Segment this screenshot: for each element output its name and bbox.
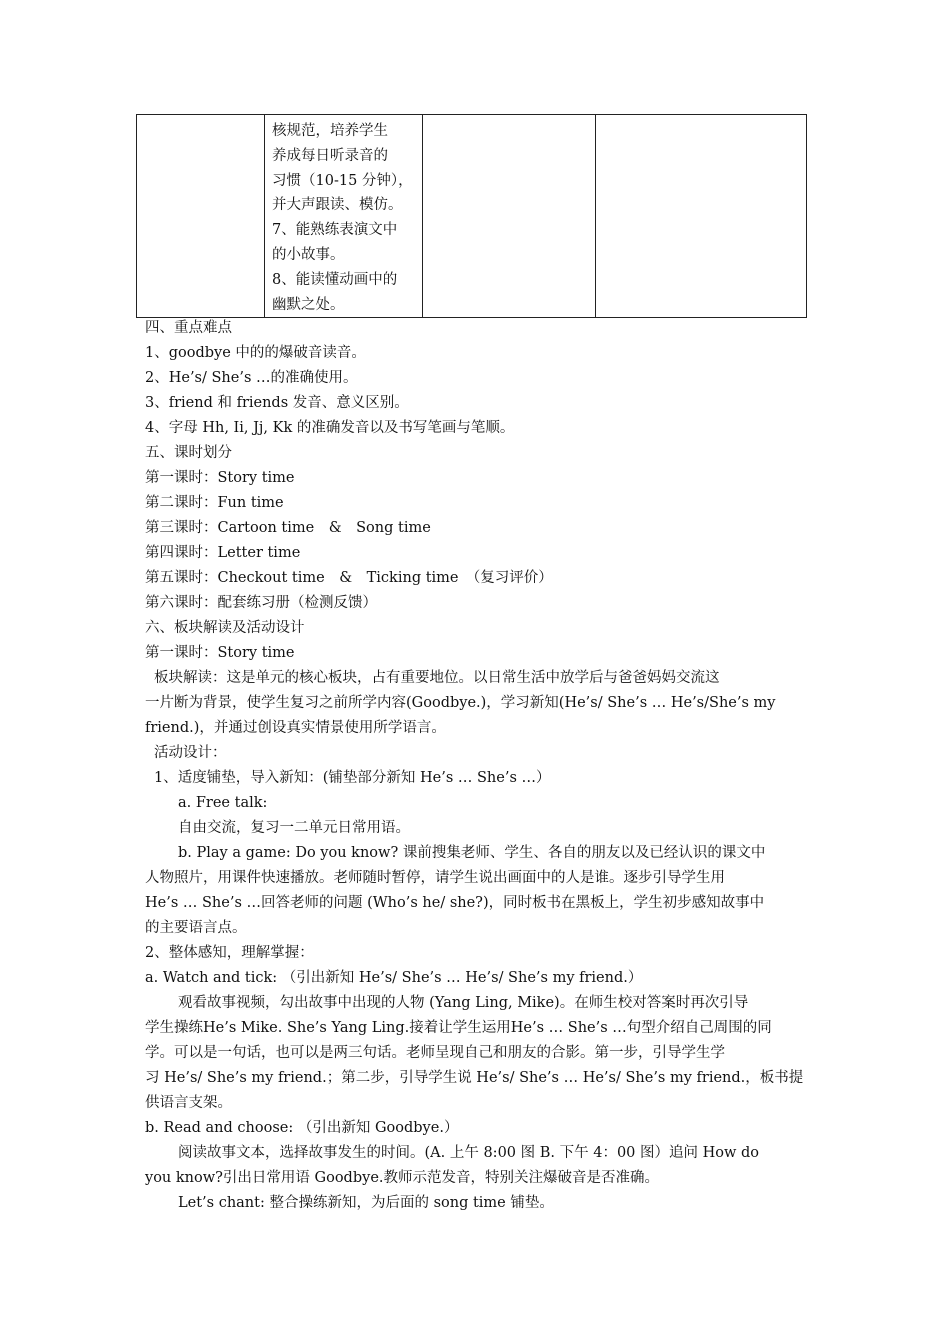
cell-line: 8、能读懂动画中的: [272, 271, 398, 288]
paragraph-line: 的主要语言点。: [145, 920, 247, 936]
text-line: a. Free talk:: [178, 795, 268, 811]
text-line: b. Read and choose: （引出新知 Goodbye.）: [145, 1120, 459, 1136]
cell-line: 并大声跟读、模仿。: [272, 197, 403, 214]
text-line: Let’s chant: 整合操练新知，为后面的 song time 铺垫。: [178, 1195, 554, 1211]
paragraph-line: 观看故事视频，勾出故事中出现的人物 (Yang Ling, Mike)。在师生校对答案时再次引导: [178, 995, 749, 1011]
paragraph-line: 学生操练He’s Mike. She’s Yang Ling.接着让学生运用He’s … She’s …句型介绍自己周围的同: [145, 1020, 772, 1036]
paragraph-line: 供语言支架。: [145, 1095, 232, 1111]
cell-line: 幽默之处。: [272, 296, 345, 313]
section-heading: 六、板块解读及活动设计: [145, 620, 305, 636]
paragraph-line: friend.)，并通过创设真实情景使用所学语言。: [145, 720, 446, 736]
text-line: 4、字母 Hh, Ii, Jj, Kk 的准确发音以及书写笔画与笔顺。: [145, 420, 515, 436]
paragraph-line: 一片断为背景，使学生复习之前所学内容(Goodbye.)，学习新知(He’s/ She’s … He’s/She’s my: [145, 695, 776, 711]
paragraph-line: He’s … She’s …回答老师的问题 (Who’s he/ she?)，同时板书在黑板上，学生初步感知故事中: [145, 895, 765, 911]
text-line: 第一课时：Story time: [145, 645, 295, 661]
text-line: 1、goodbye 中的的爆破音读音。: [145, 345, 366, 361]
text-line: 第三课时：Cartoon time & Song time: [145, 520, 431, 536]
text-line: 第一课时：Story time: [145, 470, 295, 486]
paragraph-line: 学。可以是一句话，也可以是两三句话。老师呈现自己和朋友的合影。第一步，引导学生学: [145, 1045, 725, 1061]
text-line: 2、He’s/ She’s …的准确使用。: [145, 370, 358, 386]
cell-line: 的小故事。: [272, 246, 345, 263]
paragraph-line: you know?引出日常用语 Goodbye.教师示范发音，特别关注爆破音是否准确。: [145, 1170, 660, 1186]
section-heading: 四、重点难点: [145, 320, 232, 336]
paragraph-line: 阅读故事文本，选择故事发生的时间。(A. 上午 8:00 图 B. 下午 4：00 图）追问 How do: [178, 1145, 760, 1161]
text-line: a. Watch and tick: （引出新知 He’s/ She’s … He’s/ She’s my friend.）: [145, 970, 643, 986]
cell-line: 核规范，培养学生: [272, 123, 388, 139]
text-line: 第二课时：Fun time: [145, 495, 284, 511]
paragraph-line: 习 He’s/ She’s my friend.；第二步，引导学生说 He’s/ She’s … He’s/ She’s my friend.，板书提: [145, 1070, 804, 1086]
cell-line: 习惯（10-15 分钟），: [272, 172, 413, 189]
objectives-table: [136, 114, 807, 318]
section-heading: 五、课时划分: [145, 445, 232, 461]
text-line: 第六课时：配套练习册（检测反馈）: [145, 595, 377, 611]
text-line: 第五课时：Checkout time & Ticking time （复习评价）: [145, 570, 553, 586]
text-line: 活动设计：: [154, 745, 227, 761]
table-cell-empty-3: [423, 115, 596, 318]
text-line: 3、friend 和 friends 发音、意义区别。: [145, 395, 409, 411]
table-cell-empty-1: [137, 115, 265, 318]
text-line: 2、整体感知，理解掌握：: [145, 945, 314, 961]
paragraph-line: 板块解读：这是单元的核心板块，占有重要地位。以日常生活中放学后与爸爸妈妈交流这: [154, 670, 720, 686]
table-cell-objectives: [265, 115, 423, 318]
table-cell-empty-4: [596, 115, 807, 318]
paragraph-line: b. Play a game: Do you know? 课前搜集老师、学生、各自的朋友以及已经认识的课文中: [178, 845, 766, 861]
text-line: 第四课时：Letter time: [145, 545, 301, 561]
text-line: 1、适度铺垫，导入新知：(铺垫部分新知 He’s … She’s …）: [154, 770, 551, 786]
paragraph-line: 人物照片，用课件快速播放。老师随时暂停，请学生说出画面中的人是谁。逐步引导学生用: [145, 870, 725, 886]
cell-line: 7、能熟练表演文中: [272, 222, 398, 239]
cell-line: 养成每日听录音的: [272, 147, 388, 164]
text-line: 自由交流，复习一二单元日常用语。: [178, 820, 410, 836]
